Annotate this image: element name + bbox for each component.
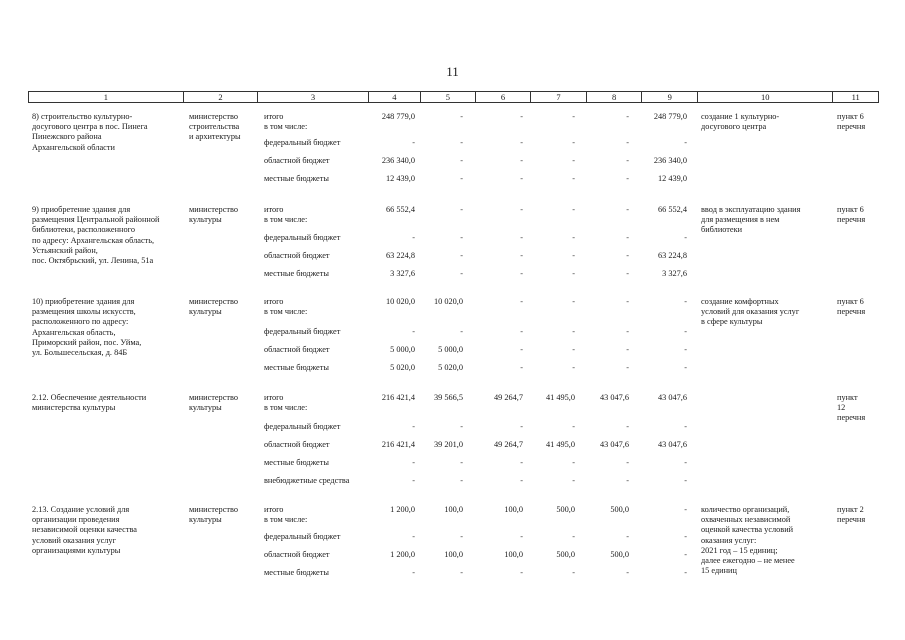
funding-source-name: итого — [264, 505, 284, 514]
amount-value: 5 000,0 — [390, 345, 415, 354]
amount-value: 1 200,0 — [390, 505, 415, 514]
amount-value: - — [684, 363, 687, 372]
funding-line — [264, 393, 704, 413]
cell-c2 — [189, 505, 261, 525]
amount-value: - — [572, 297, 575, 306]
funding-source-label — [264, 297, 374, 317]
cell-c2 — [189, 205, 261, 225]
funding-line — [264, 505, 704, 525]
cell-text-line: по адресу: Архангельская область, — [32, 235, 155, 245]
amount-value: - — [626, 345, 629, 354]
amount-value: - — [520, 174, 523, 183]
amount-value: - — [572, 233, 575, 242]
cell-text-line: перечня — [837, 122, 866, 132]
amount-value: - — [572, 174, 575, 183]
cell-c1 — [32, 112, 182, 153]
amount-value: - — [460, 269, 463, 278]
header-col-6: 6 — [475, 92, 531, 103]
amount-value: 248 779,0 — [381, 112, 415, 121]
amount-value: 1 200,0 — [390, 550, 415, 559]
cell-text-line: создание комфортных — [701, 297, 779, 306]
funding-source-label — [264, 458, 374, 468]
amount-value: - — [572, 532, 575, 541]
funding-line — [264, 476, 704, 488]
funding-line — [264, 174, 704, 186]
amount-value: - — [520, 568, 523, 577]
amount-value: - — [684, 476, 687, 485]
amount-value: - — [460, 233, 463, 242]
funding-source-sub: в том числе: — [264, 515, 308, 525]
amount-value: - — [520, 138, 523, 147]
amount-value: 216 421,4 — [381, 440, 415, 449]
cell-text-line: далее ежегодно – не менее — [701, 556, 795, 566]
cell-text-line: министерство — [189, 505, 239, 514]
funding-line — [264, 568, 704, 580]
amount-value: - — [626, 532, 629, 541]
funding-source-name: внебюджетные средства — [264, 476, 350, 485]
amount-value: - — [572, 458, 575, 467]
funding-line — [264, 458, 704, 470]
amount-value: - — [684, 422, 687, 431]
funding-line — [264, 233, 704, 245]
cell-text-line: количество организаций, — [701, 505, 790, 514]
funding-source-name: итого — [264, 393, 284, 402]
amount-value: - — [460, 476, 463, 485]
amount-value: 41 495,0 — [545, 440, 575, 449]
amount-value: - — [412, 327, 415, 336]
cell-c11 — [837, 393, 877, 424]
amount-value: - — [572, 205, 575, 214]
amount-value: - — [626, 233, 629, 242]
page-number: 11 — [446, 64, 459, 79]
amount-value: 500,0 — [556, 550, 575, 559]
cell-c2 — [189, 112, 261, 143]
header-row — [29, 92, 879, 103]
amount-value: 100,0 — [504, 550, 523, 559]
funding-source-name: областной бюджет — [264, 251, 330, 260]
amount-value: - — [572, 476, 575, 485]
cell-c11 — [837, 297, 877, 317]
amount-value: - — [626, 568, 629, 577]
amount-value: - — [626, 174, 629, 183]
amount-value: - — [412, 476, 415, 485]
funding-source-sub: в том числе: — [264, 403, 308, 413]
amount-value: 236 340,0 — [381, 156, 415, 165]
funding-source-label — [264, 422, 374, 432]
funding-line — [264, 269, 704, 281]
cell-text-line: 2.12. Обеспечение деятельности — [32, 393, 147, 402]
amount-value: - — [572, 269, 575, 278]
cell-text-line: ввод в эксплуатацию здания — [701, 205, 801, 214]
cell-text-line: ул. Большесельская, д. 84Б — [32, 348, 128, 358]
amount-value: - — [684, 532, 687, 541]
amount-value: 248 779,0 — [653, 112, 687, 121]
amount-value: - — [626, 363, 629, 372]
funding-line — [264, 422, 704, 434]
funding-source-label — [264, 550, 374, 560]
funding-line — [264, 156, 704, 168]
amount-value: - — [684, 550, 687, 559]
amount-value: 500,0 — [610, 505, 629, 514]
amount-value: - — [684, 327, 687, 336]
cell-text-line: культуры — [189, 307, 222, 317]
amount-value: 500,0 — [610, 550, 629, 559]
amount-value: - — [412, 568, 415, 577]
amount-value: 43 047,6 — [657, 440, 687, 449]
cell-text-line: Приморский район, пос. Уйма, — [32, 337, 142, 347]
header-col-3: 3 — [258, 92, 368, 103]
amount-value: 12 439,0 — [657, 174, 687, 183]
funding-source-name: федеральный бюджет — [264, 327, 341, 336]
header-col-9: 9 — [642, 92, 698, 103]
amount-value: 66 552,4 — [657, 205, 687, 214]
cell-text-line: досугового центра — [701, 122, 767, 132]
funding-source-name: итого — [264, 297, 284, 306]
funding-source-name: местные бюджеты — [264, 458, 329, 467]
amount-value: - — [412, 233, 415, 242]
cell-c11 — [837, 505, 877, 525]
cell-c1 — [32, 505, 182, 556]
amount-value: - — [684, 138, 687, 147]
cell-text-line: пункт 6 — [837, 205, 864, 214]
cell-text-line: условий оказания услуг — [32, 535, 116, 545]
amount-value: - — [460, 205, 463, 214]
cell-text-line: и архитектуры — [189, 132, 241, 142]
amount-value: - — [572, 568, 575, 577]
funding-source-sub: в том числе: — [264, 215, 308, 225]
funding-line — [264, 297, 704, 317]
amount-value: 3 327,6 — [390, 269, 415, 278]
amount-value: 10 020,0 — [433, 297, 463, 306]
cell-text-line: Архангельской области — [32, 142, 115, 152]
amount-value: 39 566,5 — [433, 393, 463, 402]
amount-value: - — [684, 297, 687, 306]
amount-value: 5 000,0 — [438, 345, 463, 354]
cell-text-line: пос. Октябрьский, ул. Ленина, 51а — [32, 256, 154, 266]
funding-source-name: итого — [264, 205, 284, 214]
funding-source-sub: в том числе: — [264, 122, 308, 132]
cell-c2 — [189, 393, 261, 413]
amount-value: 49 264,7 — [493, 440, 523, 449]
amount-value: 500,0 — [556, 505, 575, 514]
amount-value: 5 020,0 — [438, 363, 463, 372]
amount-value: - — [520, 233, 523, 242]
cell-text-line: досугового центра в пос. Пинега — [32, 122, 148, 132]
amount-value: - — [520, 251, 523, 260]
funding-source-label — [264, 269, 374, 279]
amount-value: 43 047,6 — [599, 440, 629, 449]
amount-value: - — [572, 345, 575, 354]
cell-c1 — [32, 205, 182, 266]
header-col-11: 11 — [833, 92, 879, 103]
funding-line — [264, 440, 704, 452]
amount-value: - — [460, 532, 463, 541]
funding-source-label — [264, 327, 374, 337]
amount-value: - — [626, 112, 629, 121]
amount-value: 43 047,6 — [657, 393, 687, 402]
cell-text-line: министерство — [189, 112, 239, 121]
amount-value: 216 421,4 — [381, 393, 415, 402]
header-col-4: 4 — [368, 92, 421, 103]
cell-c11 — [837, 205, 877, 225]
amount-value: - — [520, 422, 523, 431]
column-header-table — [28, 91, 879, 103]
funding-source-name: федеральный бюджет — [264, 422, 341, 431]
amount-value: - — [684, 458, 687, 467]
funding-source-label — [264, 205, 374, 225]
amount-value: - — [460, 156, 463, 165]
amount-value: - — [460, 458, 463, 467]
funding-source-label — [264, 393, 374, 413]
cell-text-line: организации проведения — [32, 515, 120, 525]
cell-text-line: библиотеки, расположенного — [32, 225, 135, 235]
cell-text-line: для размещения в нем — [701, 215, 780, 225]
cell-text-line: перечня — [837, 307, 866, 317]
funding-source-label — [264, 532, 374, 542]
cell-text-line: 10) приобретение здания для — [32, 297, 135, 306]
amount-value: - — [520, 345, 523, 354]
funding-source-name: областной бюджет — [264, 550, 330, 559]
cell-text-line: министерство — [189, 297, 239, 306]
cell-text-line: расположенного по адресу: — [32, 317, 129, 327]
cell-text-line: министерство — [189, 393, 239, 402]
funding-source-name: федеральный бюджет — [264, 138, 341, 147]
funding-line — [264, 327, 704, 339]
funding-source-name: местные бюджеты — [264, 174, 329, 183]
cell-text-line: создание 1 культурно- — [701, 112, 780, 121]
cell-c2 — [189, 297, 261, 317]
amount-value: - — [520, 363, 523, 372]
amount-value: - — [626, 156, 629, 165]
amount-value: 41 495,0 — [545, 393, 575, 402]
cell-c1 — [32, 297, 182, 358]
funding-line — [264, 205, 704, 225]
funding-source-name: областной бюджет — [264, 440, 330, 449]
cell-text-line: культуры — [189, 515, 222, 525]
amount-value: - — [412, 422, 415, 431]
cell-c10 — [701, 112, 826, 132]
cell-c10 — [701, 205, 826, 236]
amount-value: - — [572, 156, 575, 165]
cell-text-line: 12 — [837, 403, 846, 413]
funding-source-label — [264, 476, 374, 486]
amount-value: - — [684, 345, 687, 354]
amount-value: - — [572, 251, 575, 260]
cell-text-line: организациями культуры — [32, 545, 121, 555]
cell-text-line: оценкой качества условий — [701, 525, 794, 535]
funding-source-label — [264, 345, 374, 355]
funding-source-name: местные бюджеты — [264, 269, 329, 278]
amount-value: - — [520, 112, 523, 121]
funding-line — [264, 532, 704, 544]
funding-line — [264, 112, 704, 132]
cell-text-line: независимой оценки качества — [32, 525, 137, 535]
funding-line — [264, 251, 704, 263]
funding-source-label — [264, 505, 374, 525]
amount-value: - — [520, 532, 523, 541]
amount-value: 100,0 — [444, 505, 463, 514]
cell-c10 — [701, 505, 826, 576]
funding-source-name: федеральный бюджет — [264, 233, 341, 242]
funding-source-name: местные бюджеты — [264, 568, 329, 577]
amount-value: 100,0 — [444, 550, 463, 559]
cell-text-line: перечня — [837, 413, 866, 423]
amount-value: 236 340,0 — [653, 156, 687, 165]
header-col-1: 1 — [29, 92, 184, 103]
amount-value: 39 201,0 — [433, 440, 463, 449]
funding-source-label — [264, 138, 374, 148]
amount-value: - — [572, 112, 575, 121]
amount-value: - — [460, 422, 463, 431]
funding-source-label — [264, 156, 374, 166]
amount-value: - — [626, 297, 629, 306]
header-col-2: 2 — [183, 92, 258, 103]
funding-source-label — [264, 363, 374, 373]
amount-value: - — [626, 138, 629, 147]
cell-text-line: Пинежского района — [32, 132, 102, 142]
cell-text-line: охваченных независимой — [701, 515, 791, 525]
amount-value: - — [520, 205, 523, 214]
cell-text-line: перечня — [837, 515, 866, 525]
amount-value: - — [572, 422, 575, 431]
header-col-8: 8 — [586, 92, 642, 103]
amount-value: 49 264,7 — [493, 393, 523, 402]
funding-source-name: местные бюджеты — [264, 363, 329, 372]
cell-text-line: условий для оказания услуг — [701, 307, 800, 317]
cell-text-line: строительства — [189, 122, 240, 132]
funding-line — [264, 345, 704, 357]
cell-text-line: Устьянский район, — [32, 245, 98, 255]
amount-value: - — [626, 269, 629, 278]
amount-value: - — [412, 458, 415, 467]
funding-source-label — [264, 233, 374, 243]
funding-source-name: областной бюджет — [264, 156, 330, 165]
amount-value: - — [684, 568, 687, 577]
funding-source-label — [264, 112, 374, 132]
cell-text-line: в сфере культуры — [701, 317, 763, 327]
cell-text-line: культуры — [189, 215, 222, 225]
amount-value: 66 552,4 — [385, 205, 415, 214]
cell-text-line: культуры — [189, 403, 222, 413]
cell-text-line: размещения школы искусств, — [32, 307, 136, 317]
cell-text-line: пункт — [837, 393, 858, 402]
header-col-7: 7 — [531, 92, 587, 103]
cell-text-line: перечня — [837, 215, 866, 225]
amount-value: - — [572, 327, 575, 336]
cell-text-line: 9) приобретение здания для — [32, 205, 131, 214]
amount-value: - — [626, 205, 629, 214]
amount-value: - — [460, 327, 463, 336]
funding-source-name: областной бюджет — [264, 345, 330, 354]
cell-text-line: оказания услуг: — [701, 535, 757, 545]
amount-value: 12 439,0 — [385, 174, 415, 183]
funding-line — [264, 138, 704, 150]
amount-value: - — [460, 112, 463, 121]
amount-value: - — [626, 476, 629, 485]
funding-source-label — [264, 440, 374, 450]
amount-value: - — [626, 327, 629, 336]
amount-value: - — [460, 174, 463, 183]
amount-value: 5 020,0 — [390, 363, 415, 372]
cell-text-line: 2021 год – 15 единиц; — [701, 545, 778, 555]
funding-source-label — [264, 568, 374, 578]
amount-value: - — [626, 458, 629, 467]
amount-value: - — [520, 476, 523, 485]
amount-value: - — [412, 138, 415, 147]
amount-value: 63 224,8 — [385, 251, 415, 260]
cell-text-line: пункт 6 — [837, 112, 864, 121]
amount-value: - — [626, 251, 629, 260]
cell-text-line: 8) строительство культурно- — [32, 112, 133, 121]
amount-value: - — [572, 363, 575, 372]
funding-source-label — [264, 174, 374, 184]
amount-value: - — [460, 138, 463, 147]
amount-value: - — [520, 156, 523, 165]
funding-line — [264, 363, 704, 375]
funding-source-sub: в том числе: — [264, 307, 308, 317]
amount-value: - — [460, 251, 463, 260]
funding-source-label — [264, 251, 374, 261]
amount-value: - — [684, 233, 687, 242]
cell-text-line: пункт 6 — [837, 297, 864, 306]
funding-source-name: итого — [264, 112, 284, 121]
funding-source-name: федеральный бюджет — [264, 532, 341, 541]
amount-value: - — [460, 568, 463, 577]
header-col-5: 5 — [421, 92, 476, 103]
funding-line — [264, 550, 704, 562]
amount-value: - — [412, 532, 415, 541]
cell-c11 — [837, 112, 877, 132]
amount-value: 10 020,0 — [385, 297, 415, 306]
cell-c10 — [701, 297, 826, 328]
cell-text-line: министерство — [189, 205, 239, 214]
amount-value: - — [520, 269, 523, 278]
cell-text-line: 15 единиц — [701, 566, 737, 576]
cell-text-line: размещения Центральной районной — [32, 215, 160, 225]
cell-text-line: пункт 2 — [837, 505, 864, 514]
cell-text-line: министерства культуры — [32, 403, 116, 413]
amount-value: - — [520, 458, 523, 467]
amount-value: 43 047,6 — [599, 393, 629, 402]
amount-value: 63 224,8 — [657, 251, 687, 260]
cell-c1 — [32, 393, 182, 413]
header-col-10: 10 — [697, 92, 832, 103]
amount-value: 3 327,6 — [662, 269, 687, 278]
cell-text-line: Архангельская область, — [32, 327, 116, 337]
amount-value: - — [684, 505, 687, 514]
amount-value: - — [572, 138, 575, 147]
cell-text-line: 2.13. Создание условий для — [32, 505, 130, 514]
amount-value: - — [520, 297, 523, 306]
amount-value: - — [626, 422, 629, 431]
amount-value: 100,0 — [504, 505, 523, 514]
cell-text-line: библиотеки — [701, 225, 743, 235]
amount-value: - — [520, 327, 523, 336]
